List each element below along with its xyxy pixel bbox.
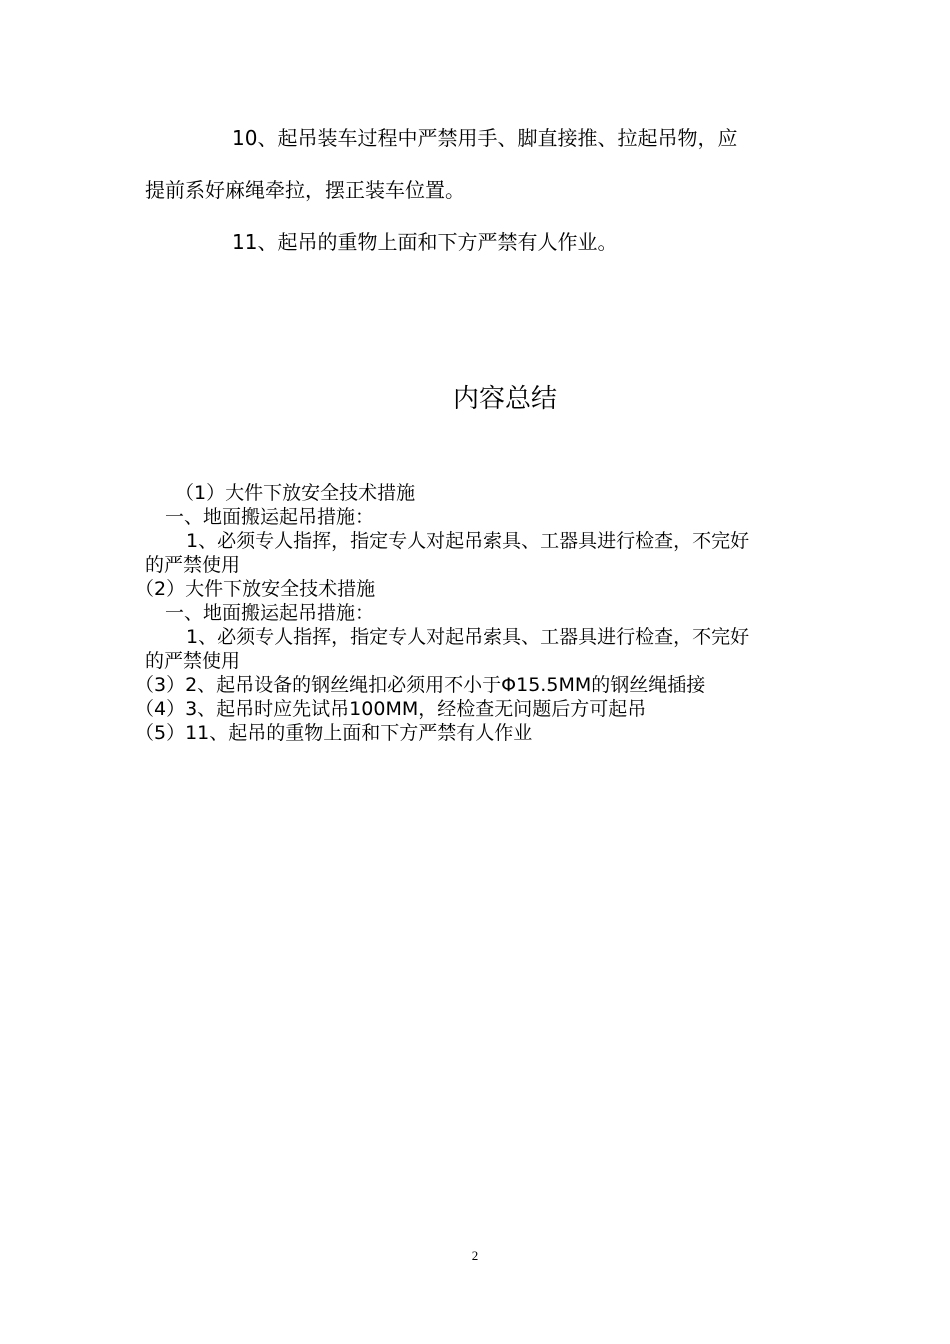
body-paragraph-item-10-line-1: 10、起吊装车过程中严禁用手、脚直接推、拉起吊物，应	[232, 126, 738, 150]
summary-line: 的严禁使用	[145, 650, 241, 672]
summary-line: 1、必须专人指挥，指定专人对起吊索具、工器具进行检查，不完好	[186, 530, 750, 552]
summary-title: 内容总结	[452, 384, 557, 414]
summary-line: （3）2、起吊设备的钢丝绳扣必须用不小于Φ15.5MM的钢丝绳插接	[135, 674, 706, 696]
summary-line: 1、必须专人指挥，指定专人对起吊索具、工器具进行检查，不完好	[186, 626, 750, 648]
summary-line: （4）3、起吊时应先试吊100MM，经检查无问题后方可起吊	[135, 698, 647, 720]
page-number: 2	[471, 1248, 479, 1263]
body-paragraph-item-11: 11、起吊的重物上面和下方严禁有人作业。	[232, 230, 618, 254]
summary-line: 一、地面搬运起吊措施：	[165, 602, 375, 624]
summary-line: （1）大件下放安全技术措施	[175, 482, 416, 504]
summary-line: 的严禁使用	[145, 554, 241, 576]
summary-line: （5）11、起吊的重物上面和下方严禁有人作业	[135, 722, 533, 744]
summary-line: 一、地面搬运起吊措施：	[165, 506, 375, 528]
body-paragraph-item-10-line-2: 提前系好麻绳牵拉，摆正装车位置。	[145, 178, 465, 202]
summary-line: （2）大件下放安全技术措施	[135, 578, 376, 600]
